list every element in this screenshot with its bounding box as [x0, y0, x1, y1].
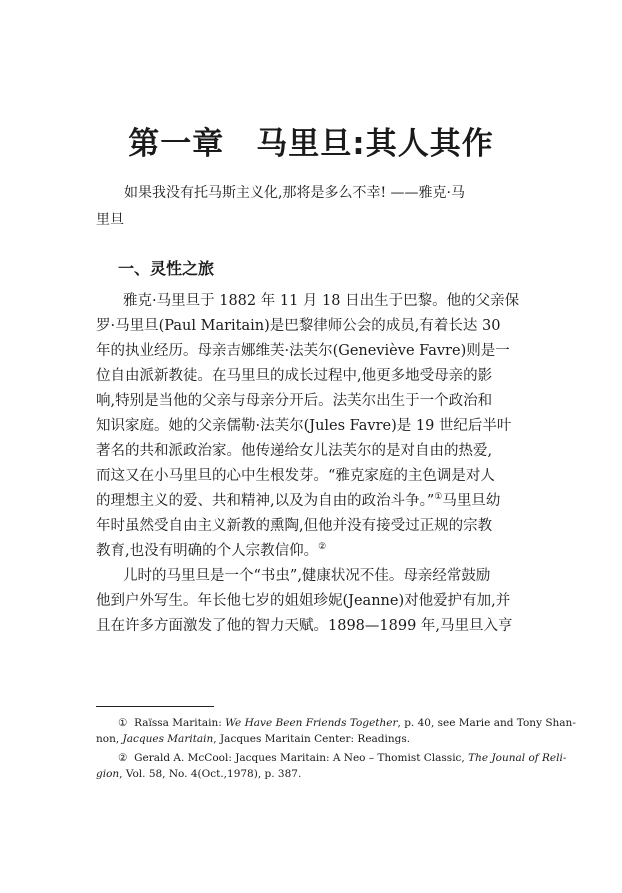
footnote-text: , Vol. 58, No. 4(Oct.,1978), p. 387. [119, 768, 302, 780]
footnote-ref-1[interactable]: ① [434, 492, 443, 502]
body-line: 罗·马里旦(Paul Maritain)是巴黎律师公会的成员,有着长达 30 [96, 318, 501, 334]
body-line: 知识家庭。她的父亲儒勒·法芙尔(Jules Favre)是 19 世纪后半叶 [96, 418, 512, 434]
body-line: 年的执业经历。母亲吉娜维芙·法芙尔(Geneviève Favre)则是一 [96, 343, 510, 359]
body-line [96, 492, 500, 510]
footnote-text: Gerald A. McCool: Jacques Maritain: A Neo – Thomist Classic, [134, 752, 465, 764]
footnote-line [96, 715, 576, 731]
body-line: 而这又在小马里旦的心中生根发芽。“雅克家庭的主色调是对人 [96, 468, 495, 484]
body-line: 位自由派新教徒。在马里旦的成长过程中,他更多地受母亲的影 [96, 368, 493, 384]
footnote-title: Jacques Maritain [122, 733, 214, 745]
footnote-line [96, 731, 528, 747]
body-line: 雅克·马里旦于 1882 年 11 月 18 日出生于巴黎。他的父亲保 [123, 293, 520, 309]
body-line [96, 542, 326, 560]
footnote-divider [96, 706, 214, 707]
body-line: 年时虽然受自由主义新教的熏陶,但他并没有接受过正规的宗教 [96, 518, 493, 534]
footnote-text: , p. 40, see Marie and Tony Shan- [397, 717, 576, 729]
footnote-mark: ② [118, 752, 128, 764]
epigraph [96, 180, 528, 234]
footnote-ref-2[interactable]: ② [318, 542, 327, 552]
body-line: 他到户外写生。年长他七岁的姐姐珍妮(Jeanne)对他爱护有加,并 [96, 593, 511, 609]
body-line: 响,特别是当他的父亲与母亲分开后。法芙尔出生于一个政治和 [96, 393, 493, 409]
footnote-text: non, [96, 733, 120, 745]
footnote-title: We Have Been Friends Together [225, 717, 398, 729]
chapter-title: 第一章 马里旦:其人其作 [128, 126, 494, 162]
body-line-text: 教育,也没有明确的个人宗教信仰。 [96, 543, 319, 559]
footnote-text: , Jacques Maritain Center: Readings. [213, 733, 411, 745]
footnote-line [96, 766, 528, 782]
footnote-title: The Jounal of Reli- [468, 752, 567, 764]
footnote-line [96, 750, 567, 766]
footnote-title: gion [96, 768, 120, 780]
section-heading: 一、灵性之旅 [118, 259, 215, 278]
footnote-author: Raïssa Maritain: [134, 717, 222, 729]
footnote-2 [96, 750, 567, 782]
footnote-1 [96, 715, 576, 747]
epigraph-line-2: 里旦 [96, 212, 124, 228]
epigraph-line-1: 如果我没有托马斯主义化,那将是多么不幸! ——雅克·马 [124, 185, 465, 201]
body-line: 且在许多方面激发了他的智力天赋。1898—1899 年,马里旦入亨 [96, 618, 513, 634]
body-line: 著名的共和派政治家。他传递给女儿法芙尔的是对自由的热爱, [96, 443, 493, 459]
body-line-tail: 马里旦幼 [442, 493, 501, 509]
body-line-text: 的理想主义的爱、共和精神,以及为自由的政治斗争。” [96, 493, 435, 509]
footnote-mark: ① [118, 717, 128, 729]
body-line: 儿时的马里旦是一个“书虫”,健康状况不佳。母亲经常鼓励 [123, 568, 491, 584]
